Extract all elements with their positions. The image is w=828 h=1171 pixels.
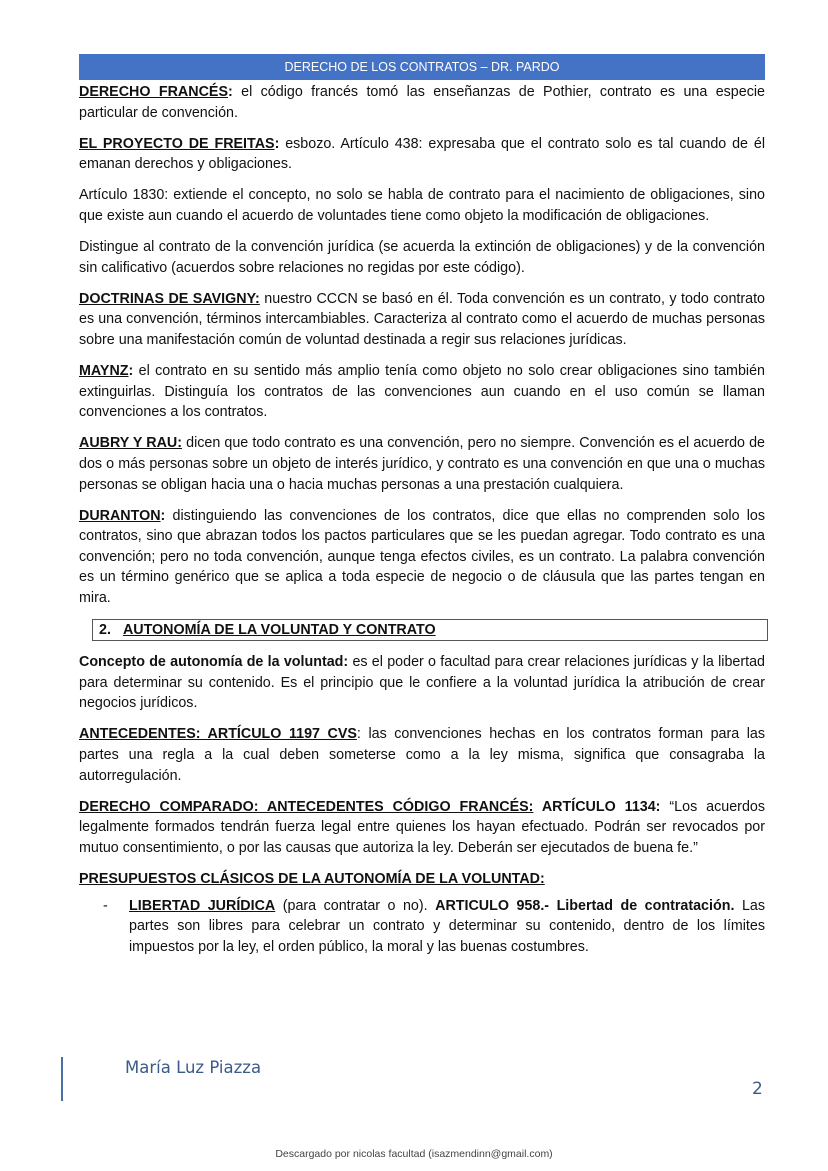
list-item-label: LIBERTAD JURÍDICA: [129, 897, 276, 914]
paragraph-label: EL PROYECTO DE FREITAS: [79, 135, 275, 152]
list-item-bold-text: ARTICULO 958.- Libertad de contratación.: [435, 897, 735, 914]
paragraph-concepto-autonomia: [79, 652, 765, 714]
paragraph-text: : las convenciones hechas en los contratos forman para las partes una regla a la cual deben someterse como a la ley misma, significa que consagraba la autorregulación.: [79, 726, 766, 784]
section-number: 2.: [99, 622, 111, 639]
paragraph-text: el contrato en su sentido más amplio tenía como objeto no solo crear obligaciones sino también extinguirlas. Distinguía los contratos de las convenciones aun cuando en el uso común se llaman convenciones a los contratos.: [79, 363, 765, 421]
page-number: 2: [752, 1079, 763, 1099]
paragraph-label: MAYNZ: [79, 363, 129, 380]
download-note: Descargado por nicolas facultad (isazmendinn@gmail.com): [275, 1148, 553, 1160]
paragraph-label: DERECHO FRANCÉS: [79, 84, 228, 100]
paragraph-text: nuestro CCCN se basó en él. Toda convención es un contrato, y todo contrato es una convención, términos intercambiables. Caracteriza al contrato como el acuerdo de muchas personas sobre una manifestación común de voluntad destinada a regir sus relaciones jurídicas.: [79, 290, 766, 348]
dash-bullet-icon: -: [103, 897, 108, 914]
paragraph-label-suffix: :: [274, 135, 280, 152]
paragraph-text: esbozo. Artículo 438: expresaba que el contrato solo es tal cuando de él emanan derechos y obligaciones.: [79, 135, 766, 173]
paragraph-text: el código francés tomó las enseñanzas de Pothier, contrato es una especie particular de convención.: [79, 84, 765, 121]
paragraph-label: AUBRY Y RAU:: [79, 435, 183, 452]
paragraph-text: Artículo 1830: extiende el concepto, no solo se habla de contrato para el nacimiento de obligaciones, sino que existe aun cuando el acuerdo de voluntades tiene como objeto la modificación de obligaciones.: [79, 187, 765, 224]
document-header: [79, 54, 765, 80]
paragraph-distingue: [79, 237, 765, 278]
paragraph-maynz: [79, 361, 765, 423]
footer-accent-line: [61, 1057, 63, 1101]
paragraph-text: dicen que todo contrato es una convención, pero no siempre. Convención es el acuerdo de dos o más personas sobre un objeto de interés jurídico, y contrato es una convención en que una o muchas personas se obligan hacia una o hacia muchas personas a una prestación cualquiera.: [79, 435, 765, 493]
section-heading: [92, 619, 768, 641]
paragraph-label: DURANTON: [79, 507, 161, 524]
section-title: AUTONOMÍA DE LA VOLUNTAD Y CONTRATO: [122, 622, 436, 639]
footer-author: María Luz Piazza: [125, 1058, 262, 1077]
paragraph-bold-text: ARTÍCULO 1134:: [533, 798, 661, 815]
paragraph-text: Distingue al contrato de la convención jurídica (se acuerda la extinción de obligaciones) y de la convención sin calificativo (acuerdos sobre relaciones no regidas por este código).: [79, 239, 765, 276]
paragraph-text: distinguiendo las convenciones de los contratos, dice que ellas no comprenden solo los contratos, sino que abrazan todos los pactos particulares que se les puedan agregar. Todo contrato es una convención; pero no toda convención, aunque tenga efectos civiles, es un contrato. La palabra convención es un término genérico que se aplica a toda especie de negocio o de cláusula que las partes tengan en mira.: [79, 507, 765, 606]
list-item-text: (para contratar o no).: [275, 897, 436, 914]
paragraph-savigny: [79, 289, 765, 351]
list-item-libertad-juridica: [79, 896, 765, 958]
list-item-text-continued: Las partes son libres para celebrar un contrato y determinar su contenido, dentro de los límites impuestos por la ley, el orden público, la moral y las buenas costumbres.: [129, 897, 765, 955]
paragraph-text: “Los acuerdos legalmente formados tendrán fuerza legal entre quienes los hayan efectuado. Podrán ser revocados por mutuo consentimiento, o por las causas que autoriza la ley. Deberán ser ejecutados de buena fe.”: [79, 798, 765, 856]
paragraph-label: Concepto de autonomía de la voluntad:: [79, 654, 349, 671]
paragraph-label-suffix: :: [160, 507, 166, 524]
paragraph-antecedentes: [79, 724, 765, 786]
paragraph-text: es el poder o facultad para crear relaciones jurídicas y la libertad para determinar su contenido. Es el principio que le confiere a la voluntad jurídica la atribución de crear negocios jurídicos.: [79, 654, 765, 712]
presupuestos-heading: [79, 869, 765, 890]
paragraph-label-suffix: :: [128, 363, 134, 380]
header-title: DERECHO DE LOS CONTRATOS – DR. PARDO: [284, 60, 560, 74]
presupuestos-heading-text: PRESUPUESTOS CLÁSICOS DE LA AUTONOMÍA DE LA VOLUNTAD:: [79, 870, 545, 887]
paragraph-label-suffix: :: [227, 84, 233, 100]
paragraph-proyecto-freitas: [79, 134, 765, 175]
document-body: [79, 82, 765, 957]
paragraph-aubry-rau: [79, 433, 765, 495]
paragraph-derecho-comparado: [79, 797, 765, 859]
paragraph-label: DERECHO COMPARADO: ANTECEDENTES CÓDIGO FRANCÉS:: [79, 798, 534, 815]
paragraph-derecho-frances: [79, 82, 765, 123]
paragraph-articulo-1830: [79, 185, 765, 226]
paragraph-duranton: [79, 506, 765, 609]
paragraph-label: ANTECEDENTES: ARTÍCULO 1197 CVS: [79, 726, 357, 743]
paragraph-label: DOCTRINAS DE SAVIGNY:: [79, 290, 260, 307]
